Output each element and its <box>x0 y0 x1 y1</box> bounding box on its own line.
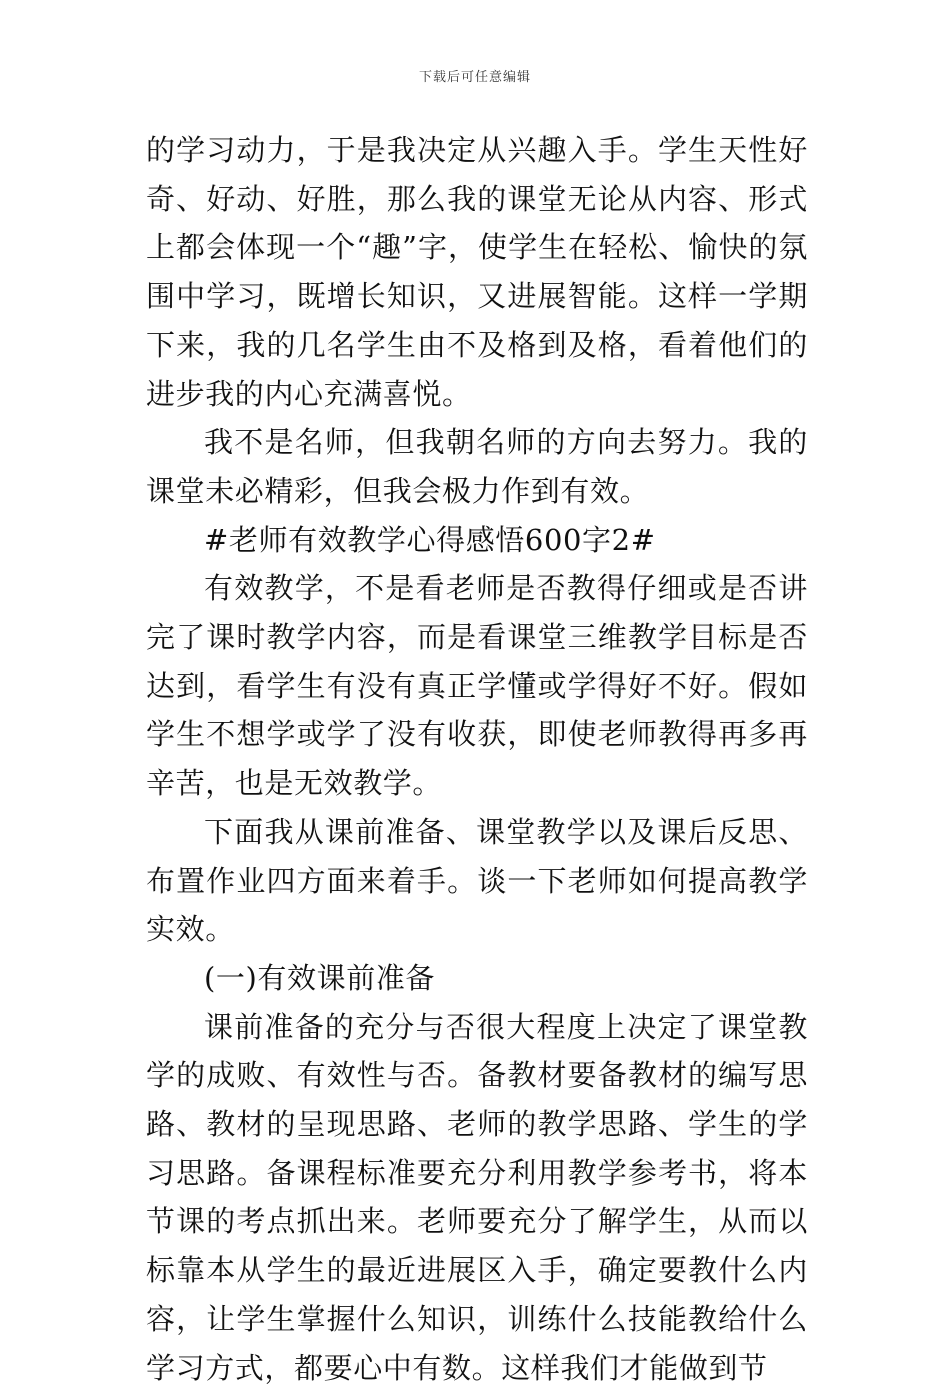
paragraph: 课前准备的充分与否很大程度上决定了课堂教学的成败、有效性与否。备教材要备教材的编写思路、教材的呈现思路、老师的教学思路、学生的学习思路。备课程标准要充分利用教学参考书，将本节课的考点抓出来。老师要充分了解学生，从而以标靠本从学生的最近进展区入手，确定要教什么内容，让学生掌握什么知识，训练什么技能教给什么学习方式，都要心中有数。这样我们才能做到节 <box>146 1009 808 1385</box>
paragraph: 我不是名师，但我朝名师的方向去努力。我的课堂未必精彩，但我会极力作到有效。 <box>146 425 808 508</box>
document-body <box>146 126 808 1392</box>
paragraph-continuation: 的学习动力，于是我决定从兴趣入手。学生天性好奇、好动、好胜，那么我的课堂无论从内容、形式上都会体现一个“趣”字，使学生在轻松、愉快的氛围中学习，既增长知识，又进展智能。这样一学期下来，我的几名学生由不及格到及格，看着他们的进步我的内心充满喜悦。 <box>146 133 808 411</box>
page-header: 下载后可任意编辑 <box>418 70 531 85</box>
paragraph: 下面我从课前准备、课堂教学以及课后反思、布置作业四方面来着手。谈一下老师如何提高教学实效。 <box>146 814 808 947</box>
paragraph: 有效教学，不是看老师是否教得仔细或是否讲完了课时教学内容，而是看课堂三维教学目标是否达到，看学生有没有真正学懂或学得好不好。假如学生不想学或学了没有收获，即使老师教得再多再辛苦，也是无效教学。 <box>146 571 808 801</box>
section-title: #老师有效教学心得感悟600字2# <box>204 522 656 557</box>
subsection-title: (一)有效课前准备 <box>204 960 436 995</box>
